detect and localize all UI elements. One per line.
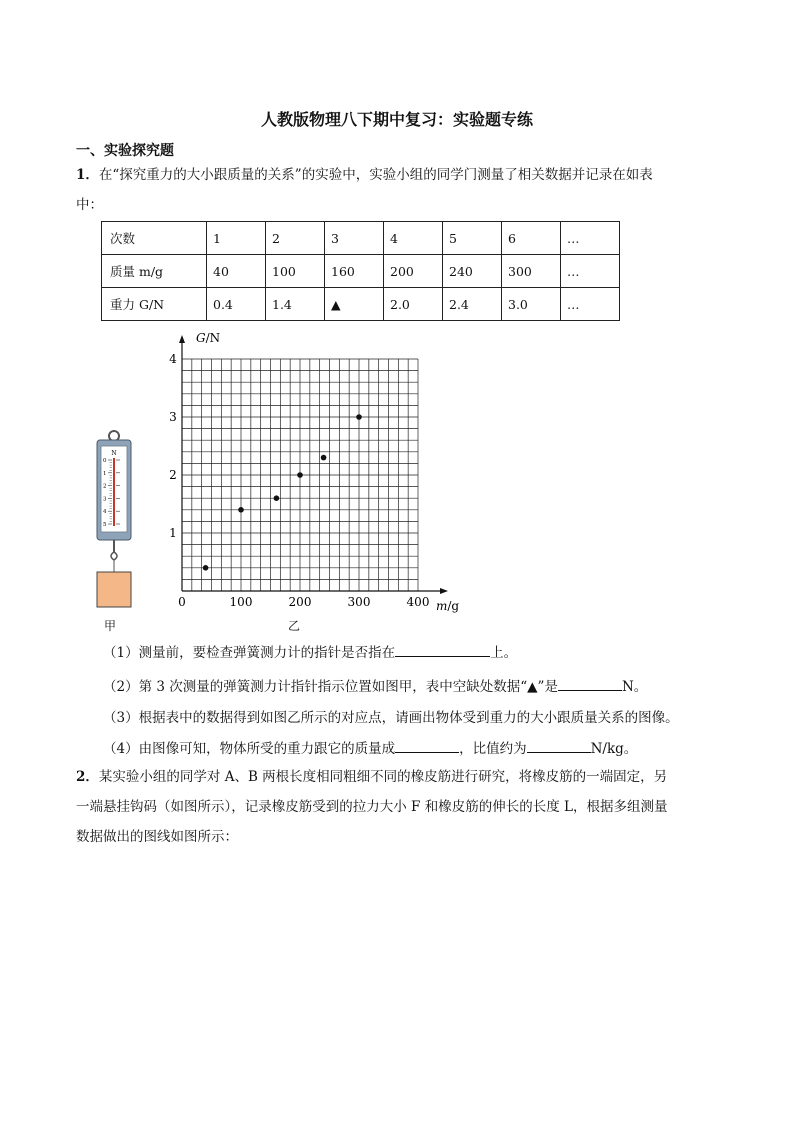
- table-cell: 质量 m/g: [102, 255, 207, 288]
- scale-tick-label: 2: [103, 483, 107, 490]
- table-cell: 2.0: [384, 288, 443, 321]
- scale-tick-label: 5: [103, 522, 107, 528]
- section-heading: 一、实验探究题: [76, 143, 174, 159]
- subquestion-4: [103, 737, 637, 757]
- subquestion-1: [103, 641, 517, 661]
- y-tick-label: 4: [169, 352, 177, 366]
- x-tick-label: 0: [178, 595, 186, 609]
- scale-tick-label: 4: [103, 509, 107, 516]
- x-axis-arrow: [440, 588, 448, 594]
- table-cell: 2: [266, 222, 325, 255]
- table-cell: 5: [443, 222, 502, 255]
- subquestion-3: [103, 706, 679, 726]
- subquestion-4-text: （4）由图像可知，物体所受的重力跟它的质量成: [103, 741, 396, 757]
- subquestion-2-tail: N。: [621, 679, 648, 695]
- scale-unit: N: [111, 450, 117, 457]
- table-cell: 4: [384, 222, 443, 255]
- q2-text-line2: 一端悬挂钩码（如图所示），记录橡皮筋受到的拉力大小 F 和橡皮筋的伸长的长度 L，根据多组测量: [76, 799, 668, 815]
- q1-text-line1: [76, 165, 653, 185]
- table-cell: 0.4: [207, 288, 266, 321]
- subquestion-2-text: （2）第 3 次测量的弹簧测力计指针指示位置如图甲，表中空缺处数据“▲”是: [103, 679, 558, 695]
- scale-pointer-rod: [113, 458, 115, 526]
- table-cell: 100: [266, 255, 325, 288]
- x-tick-label: 300: [347, 595, 371, 609]
- x-tick-label: 200: [288, 595, 312, 609]
- data-point: [356, 414, 362, 420]
- table-cell: 200: [384, 255, 443, 288]
- subquestion-4-mid: ，比值约为: [459, 741, 527, 757]
- y-axis-arrow: [179, 335, 185, 343]
- subquestion-2: [103, 675, 647, 695]
- x-tick-label: 400: [406, 595, 430, 609]
- page-title: 人教版物理八下期中复习：实验题专练: [260, 110, 533, 129]
- x-axis-label-unit: /g: [447, 599, 460, 613]
- table-row: [102, 222, 620, 255]
- hanging-weight: [97, 572, 131, 607]
- answer-blank-2[interactable]: [558, 676, 622, 691]
- spring-scale-figure: [92, 428, 142, 613]
- figure-jia-label: 甲: [104, 619, 117, 633]
- scale-tick-label: 1: [103, 470, 107, 477]
- q2-text-line1: [76, 767, 667, 787]
- table-cell: 1.4: [266, 288, 325, 321]
- q1-stem: 在“探究重力的大小跟质量的关系”的实验中，实验小组的同学门测量了相关数据并记录在如表: [98, 167, 653, 183]
- subquestion-4-tail: N/kg。: [590, 741, 638, 757]
- table-row: [102, 288, 620, 321]
- x-axis-label: [436, 599, 459, 613]
- data-point: [321, 455, 327, 461]
- q1-number: 1．: [76, 167, 99, 183]
- subquestion-1-tail: 上。: [490, 645, 518, 661]
- figure-yi-label: 乙: [288, 619, 301, 633]
- x-axis-label-var: m: [436, 599, 448, 613]
- q2-number: 2．: [76, 769, 99, 785]
- y-tick-label: 1: [169, 526, 177, 540]
- y-axis-label-unit: /N: [205, 331, 221, 345]
- table-cell: …: [561, 255, 620, 288]
- table-cell: 2.4: [443, 288, 502, 321]
- y-axis-label-var: G: [196, 331, 206, 345]
- table-cell: 3: [325, 222, 384, 255]
- table-cell: 次数: [102, 222, 207, 255]
- table-cell-missing: ▲: [325, 288, 384, 321]
- answer-blank-1[interactable]: [395, 642, 490, 657]
- table-cell: 300: [502, 255, 561, 288]
- data-point: [238, 507, 244, 513]
- q1-text-line2: 中：: [76, 197, 103, 213]
- answer-blank-4b[interactable]: [527, 738, 591, 753]
- scale-tick-label: 3: [103, 496, 107, 503]
- y-axis-label: [196, 331, 220, 345]
- subquestion-1-text: （1）测量前，要检查弹簧测力计的指针是否指在: [103, 645, 396, 661]
- subquestion-3-text: （3）根据表中的数据得到如图乙所示的对应点，请画出物体受到重力的大小跟质量关系的图像。: [103, 710, 679, 726]
- data-point: [203, 565, 209, 571]
- data-point: [297, 472, 303, 478]
- table-cell: 3.0: [502, 288, 561, 321]
- y-tick-label: 3: [169, 410, 177, 424]
- table-cell: …: [561, 222, 620, 255]
- answer-blank-4a[interactable]: [395, 738, 459, 753]
- scale-tick-label: 0: [103, 458, 107, 464]
- x-tick-label: 100: [229, 595, 253, 609]
- q2-text-line3: 数据做出的图线如图所示：: [76, 829, 238, 845]
- table-row: [102, 255, 620, 288]
- data-point: [274, 495, 280, 501]
- q2-stem: 某实验小组的同学对 A、B 两根长度相同粗细不同的橡皮筋进行研究，将橡皮筋的一端固定，另: [98, 769, 668, 785]
- table-cell: 40: [207, 255, 266, 288]
- table-cell: 重力 G/N: [102, 288, 207, 321]
- table-cell: 1: [207, 222, 266, 255]
- table-cell: 6: [502, 222, 561, 255]
- data-table: [101, 221, 620, 321]
- g-m-chart: [160, 325, 470, 625]
- y-tick-label: 2: [169, 468, 177, 482]
- scale-hook: [111, 552, 117, 560]
- table-cell: …: [561, 288, 620, 321]
- table-cell: 240: [443, 255, 502, 288]
- table-cell: 160: [325, 255, 384, 288]
